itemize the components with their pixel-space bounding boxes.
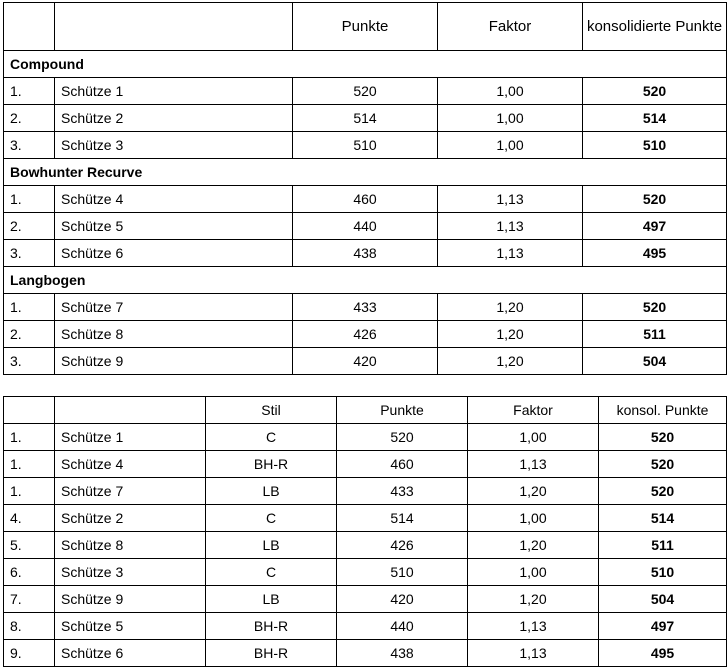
konsolidiert-cell: 495 bbox=[599, 640, 727, 667]
konsolidiert-cell: 511 bbox=[599, 532, 727, 559]
rank-cell: 1. bbox=[4, 424, 55, 451]
group-title: Bowhunter Recurve bbox=[4, 159, 727, 186]
name-cell: Schütze 9 bbox=[55, 348, 293, 375]
konsolidiert-cell: 511 bbox=[583, 321, 727, 348]
faktor-cell: 1,20 bbox=[438, 348, 583, 375]
rank-cell: 2. bbox=[4, 321, 55, 348]
konsolidiert-cell: 497 bbox=[583, 213, 727, 240]
rank-cell: 1. bbox=[4, 294, 55, 321]
group-row bbox=[4, 159, 727, 186]
rank-cell: 2. bbox=[4, 105, 55, 132]
stil-cell: C bbox=[206, 424, 337, 451]
name-cell: Schütze 7 bbox=[55, 478, 206, 505]
rank-cell: 7. bbox=[4, 586, 55, 613]
faktor-cell: 1,20 bbox=[438, 294, 583, 321]
name-cell: Schütze 3 bbox=[55, 132, 293, 159]
faktor-cell: 1,13 bbox=[468, 451, 599, 478]
header-name bbox=[55, 3, 293, 51]
rank-cell: 1. bbox=[4, 78, 55, 105]
table-row bbox=[4, 132, 727, 159]
table-row bbox=[4, 451, 727, 478]
konsolidiert-cell: 520 bbox=[583, 294, 727, 321]
rank-cell: 5. bbox=[4, 532, 55, 559]
konsolidiert-cell: 495 bbox=[583, 240, 727, 267]
konsolidiert-cell: 520 bbox=[599, 451, 727, 478]
punkte-cell: 440 bbox=[337, 613, 468, 640]
rank-cell: 4. bbox=[4, 505, 55, 532]
punkte-cell: 514 bbox=[337, 505, 468, 532]
table-row bbox=[4, 478, 727, 505]
table-row bbox=[4, 105, 727, 132]
header-punkte: Punkte bbox=[293, 3, 438, 51]
konsolidiert-cell: 510 bbox=[599, 559, 727, 586]
table-row bbox=[4, 505, 727, 532]
rank-cell: 9. bbox=[4, 640, 55, 667]
header-konsol-punkte: konsol. Punkte bbox=[599, 397, 727, 424]
faktor-cell: 1,20 bbox=[468, 532, 599, 559]
header-row bbox=[4, 3, 727, 51]
faktor-cell: 1,00 bbox=[438, 105, 583, 132]
faktor-cell: 1,13 bbox=[468, 613, 599, 640]
rank-cell: 1. bbox=[4, 478, 55, 505]
stil-cell: C bbox=[206, 559, 337, 586]
punkte-cell: 426 bbox=[337, 532, 468, 559]
konsolidiert-cell: 520 bbox=[583, 78, 727, 105]
konsolidiert-cell: 520 bbox=[599, 478, 727, 505]
name-cell: Schütze 2 bbox=[55, 505, 206, 532]
faktor-cell: 1,13 bbox=[438, 240, 583, 267]
name-cell: Schütze 5 bbox=[55, 613, 206, 640]
table-row bbox=[4, 321, 727, 348]
rank-cell: 6. bbox=[4, 559, 55, 586]
name-cell: Schütze 4 bbox=[55, 186, 293, 213]
table-row bbox=[4, 586, 727, 613]
table-row bbox=[4, 186, 727, 213]
rank-cell: 1. bbox=[4, 186, 55, 213]
punkte-cell: 433 bbox=[337, 478, 468, 505]
rank-cell: 3. bbox=[4, 132, 55, 159]
konsolidiert-cell: 514 bbox=[583, 105, 727, 132]
header-rank bbox=[4, 397, 55, 424]
konsolidiert-cell: 514 bbox=[599, 505, 727, 532]
punkte-cell: 510 bbox=[337, 559, 468, 586]
group-title: Compound bbox=[4, 51, 727, 78]
table-row bbox=[4, 240, 727, 267]
stil-cell: LB bbox=[206, 586, 337, 613]
faktor-cell: 1,13 bbox=[438, 213, 583, 240]
table-row bbox=[4, 348, 727, 375]
table-row bbox=[4, 640, 727, 667]
table-row bbox=[4, 424, 727, 451]
name-cell: Schütze 7 bbox=[55, 294, 293, 321]
stil-cell: C bbox=[206, 505, 337, 532]
faktor-cell: 1,00 bbox=[468, 505, 599, 532]
group-row bbox=[4, 51, 727, 78]
table-row bbox=[4, 78, 727, 105]
header-faktor: Faktor bbox=[468, 397, 599, 424]
faktor-cell: 1,20 bbox=[438, 321, 583, 348]
punkte-cell: 420 bbox=[293, 348, 438, 375]
table-row bbox=[4, 559, 727, 586]
punkte-cell: 426 bbox=[293, 321, 438, 348]
stil-cell: LB bbox=[206, 478, 337, 505]
header-faktor: Faktor bbox=[438, 3, 583, 51]
name-cell: Schütze 6 bbox=[55, 240, 293, 267]
table-row bbox=[4, 294, 727, 321]
konsolidiert-cell: 504 bbox=[599, 586, 727, 613]
rank-cell: 1. bbox=[4, 451, 55, 478]
faktor-cell: 1,20 bbox=[468, 586, 599, 613]
name-cell: Schütze 1 bbox=[55, 424, 206, 451]
faktor-cell: 1,00 bbox=[438, 132, 583, 159]
konsolidiert-cell: 497 bbox=[599, 613, 727, 640]
faktor-cell: 1,00 bbox=[468, 424, 599, 451]
overall-ranking-table bbox=[3, 396, 727, 667]
faktor-cell: 1,00 bbox=[468, 559, 599, 586]
group-row bbox=[4, 267, 727, 294]
name-cell: Schütze 9 bbox=[55, 586, 206, 613]
konsolidiert-cell: 520 bbox=[583, 186, 727, 213]
stil-cell: BH-R bbox=[206, 640, 337, 667]
punkte-cell: 520 bbox=[337, 424, 468, 451]
faktor-cell: 1,13 bbox=[438, 186, 583, 213]
punkte-cell: 514 bbox=[293, 105, 438, 132]
konsolidiert-cell: 510 bbox=[583, 132, 727, 159]
faktor-cell: 1,00 bbox=[438, 78, 583, 105]
name-cell: Schütze 2 bbox=[55, 105, 293, 132]
table-row bbox=[4, 613, 727, 640]
stil-cell: BH-R bbox=[206, 451, 337, 478]
rank-cell: 3. bbox=[4, 240, 55, 267]
results-by-class-table bbox=[3, 2, 727, 375]
punkte-cell: 440 bbox=[293, 213, 438, 240]
rank-cell: 8. bbox=[4, 613, 55, 640]
faktor-cell: 1,13 bbox=[468, 640, 599, 667]
punkte-cell: 438 bbox=[293, 240, 438, 267]
punkte-cell: 520 bbox=[293, 78, 438, 105]
table-row bbox=[4, 213, 727, 240]
table-row bbox=[4, 532, 727, 559]
faktor-cell: 1,20 bbox=[468, 478, 599, 505]
header-name bbox=[55, 397, 206, 424]
header-konsolidierte-punkte: konsolidierte Punkte bbox=[583, 3, 727, 51]
punkte-cell: 420 bbox=[337, 586, 468, 613]
name-cell: Schütze 1 bbox=[55, 78, 293, 105]
punkte-cell: 438 bbox=[337, 640, 468, 667]
header-punkte: Punkte bbox=[337, 397, 468, 424]
header-row bbox=[4, 397, 727, 424]
group-title: Langbogen bbox=[4, 267, 727, 294]
konsolidiert-cell: 504 bbox=[583, 348, 727, 375]
punkte-cell: 510 bbox=[293, 132, 438, 159]
name-cell: Schütze 3 bbox=[55, 559, 206, 586]
rank-cell: 3. bbox=[4, 348, 55, 375]
name-cell: Schütze 8 bbox=[55, 321, 293, 348]
name-cell: Schütze 6 bbox=[55, 640, 206, 667]
punkte-cell: 460 bbox=[337, 451, 468, 478]
header-rank bbox=[4, 3, 55, 51]
rank-cell: 2. bbox=[4, 213, 55, 240]
punkte-cell: 433 bbox=[293, 294, 438, 321]
header-stil: Stil bbox=[206, 397, 337, 424]
punkte-cell: 460 bbox=[293, 186, 438, 213]
stil-cell: LB bbox=[206, 532, 337, 559]
stil-cell: BH-R bbox=[206, 613, 337, 640]
name-cell: Schütze 4 bbox=[55, 451, 206, 478]
name-cell: Schütze 8 bbox=[55, 532, 206, 559]
konsolidiert-cell: 520 bbox=[599, 424, 727, 451]
name-cell: Schütze 5 bbox=[55, 213, 293, 240]
